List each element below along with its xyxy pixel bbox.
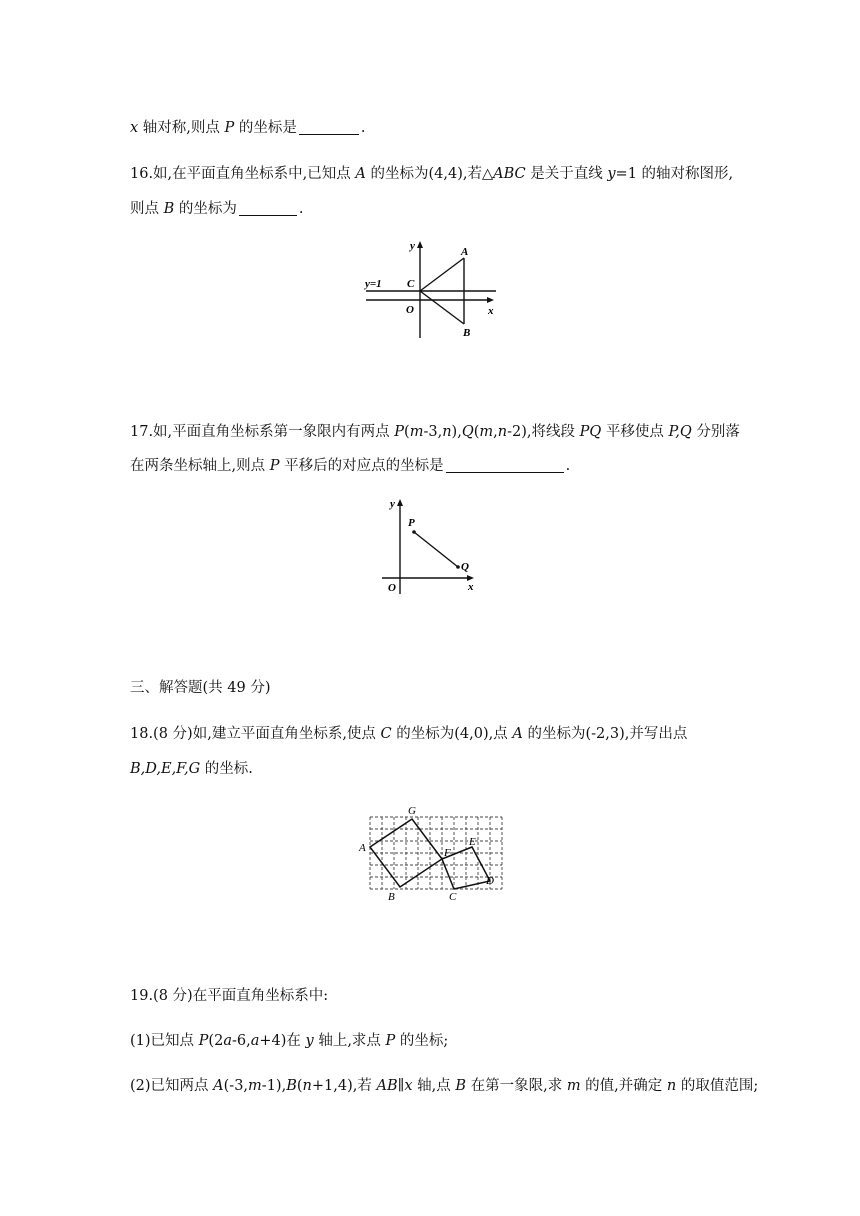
point-b-label: B [463, 327, 471, 339]
q16-figure [360, 238, 500, 342]
y-axis-arrow [417, 241, 423, 248]
point-c-label: C [407, 278, 415, 290]
x-axis-label: x [488, 305, 494, 317]
answer-blank [299, 120, 359, 135]
y-axis-label: y [410, 240, 415, 252]
q18-grid-figure [358, 800, 504, 904]
y-axis-label: y [390, 498, 395, 510]
q17-line-2: 在两条坐标轴上,则点 P 平移后的对应点的坐标是 . [130, 458, 571, 474]
q18-line-1: 18.(8 分)如,建立平面直角坐标系,使点 C 的坐标为(4,0),点 A 的坐标为(-2,3),并写出点 [130, 726, 688, 742]
section-3-heading: 三、解答题(共 49 分) [130, 680, 271, 696]
segment-ca [420, 258, 464, 291]
point-b-label: B [388, 891, 395, 903]
line-label: y=1 [365, 278, 382, 290]
point-a-label: A [461, 246, 469, 258]
segment-pq [414, 532, 458, 567]
point-p [412, 530, 416, 534]
q19-part-1: (1)已知点 P(2a-6,a+4)在 y 轴上,求点 P 的坐标; [130, 1033, 449, 1049]
q17-line-1: 17.如,平面直角坐标系第一象限内有两点 P(m-3,n),Q(m,n-2),将线段 PQ 平移使点 P,Q 分别落 [130, 424, 740, 440]
point-e-label: E [469, 836, 476, 848]
origin-label: O [388, 582, 396, 594]
point-g-label: G [408, 805, 416, 817]
x-axis-label: x [468, 581, 474, 593]
point-p-label: P [408, 517, 415, 529]
answer-blank [239, 201, 297, 216]
point-c-label: C [449, 891, 457, 903]
q16-line-1: 16.如,在平面直角坐标系中,已知点 A 的坐标为(4,4),若△ABC 是关于直线 y=1 的轴对称图形, [130, 166, 734, 182]
q18-line-2: B,D,E,F,G 的坐标. [130, 761, 253, 777]
q19-heading: 19.(8 分)在平面直角坐标系中: [130, 988, 329, 1004]
q16-line-2: 则点 B 的坐标为 . [130, 201, 304, 217]
x-axis-arrow [487, 297, 494, 303]
segment-cb [420, 291, 464, 324]
q19-part-2: (2)已知两点 A(-3,m-1),B(n+1,4),若 AB∥x 轴,点 B 在第一象限,求 m 的值,并确定 n 的取值范围; [130, 1078, 759, 1094]
point-a-label: A [359, 842, 366, 854]
answer-blank [446, 458, 564, 473]
point-d-label: D [486, 875, 494, 887]
q17-figure [378, 494, 478, 596]
point-q [456, 565, 460, 569]
point-q-label: Q [461, 561, 469, 573]
point-f-label: F [444, 847, 451, 859]
q15-tail-line: x 轴对称,则点 P 的坐标是 . [130, 120, 366, 136]
dashed-grid [370, 817, 502, 889]
y-axis-arrow [397, 499, 403, 506]
origin-label: O [406, 304, 414, 316]
